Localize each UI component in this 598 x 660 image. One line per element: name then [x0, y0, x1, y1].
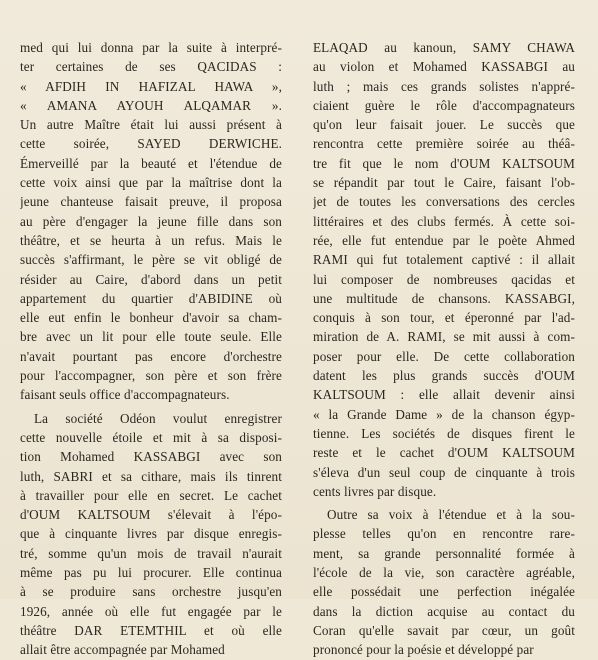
text-line: cents livres par disque.: [313, 483, 437, 499]
text-line: tre fit que le nom d'OUM KALTSOUM: [313, 155, 575, 171]
text-line: une multitude de chansons. KASSABGI,: [313, 290, 575, 306]
text-line: faisant seuls office d'accompagnateurs.: [20, 387, 230, 403]
text-line: n'avait pourtant pas encore d'orchestre: [20, 348, 282, 364]
text-line: reste et le cachet d'OUM KALTSOUM: [313, 445, 575, 461]
right-column-paragraph: [313, 505, 575, 659]
text-line: l'école de la vie, son caractère agréable,: [313, 565, 575, 581]
text-line: elle eut enfin le bonheur d'avoir sa cham-: [20, 310, 282, 326]
right-column: [313, 38, 575, 660]
text-line: tienne. Les sociétés de disques firent le: [313, 425, 575, 441]
text-line: pour l'accompagner, son père et son frère: [20, 368, 282, 384]
text-line: « AMANA AYOUH ALQAMAR ».: [20, 97, 282, 113]
text-line: prononcé pour la poésie et développé par: [313, 642, 534, 658]
text-line: ter certaines de ses QACIDAS :: [20, 59, 282, 75]
text-line: théâtre DAR ETEMTHIL et où elle: [20, 622, 282, 638]
text-line: luth ; mais ces grands solistes n'appré-: [313, 78, 575, 94]
text-line: datent les plus grands succès d'OUM: [313, 368, 575, 384]
text-line: à se produire sans orchestre jusqu'en: [20, 584, 282, 600]
text-line: Un autre Maître était lui aussi présent à: [20, 117, 282, 133]
text-line: tré, somme qu'un mois de travail n'aurait: [20, 545, 282, 561]
text-line: « AFDIH IN HAFIZAL HAWA »,: [20, 78, 282, 94]
text-line: s'éleva d'un seul coup de cinquante à trois: [313, 464, 575, 480]
text-line: ment, sa grande personnalité formée à: [313, 545, 575, 561]
text-line: RAMI qui fut totalement captivé : il allait: [313, 252, 575, 268]
text-line: théâtre, et se heurta à un refus. Mais le: [20, 232, 282, 248]
left-column: [20, 38, 282, 660]
left-column-paragraph: [20, 409, 282, 660]
text-line: même pas pu lui procurer. Elle continua: [20, 565, 282, 581]
text-line: cette voix ainsi que par la maîtrise dont la: [20, 175, 282, 191]
text-line: appartement du quartier d'ABIDINE où: [20, 290, 282, 306]
text-line: que à cinquante livres par disque enregis-: [20, 526, 282, 542]
text-line: résider au Caire, d'abord dans un petit: [20, 271, 282, 287]
text-line: allait être accompagnée par Mohamed: [20, 642, 225, 658]
text-line: se répandit par tout le Caire, faisant l'ob-: [313, 175, 575, 191]
text-line: KALTSOUM : elle allait devenir ainsi: [313, 387, 575, 403]
text-line: littéraires et des clubs fermés. À cette soi-: [313, 213, 575, 229]
text-line: 1926, année où elle fut engagée par le: [20, 603, 282, 619]
text-line: à travailler pour elle en secret. Le cachet: [20, 487, 282, 503]
text-line: cette nouvelle étoile et mit à sa disposi-: [20, 429, 282, 445]
text-line: « la Grande Dame » de la chanson égyp-: [313, 406, 575, 422]
text-line: tion Mohamed KASSABGI avec son: [20, 449, 282, 465]
text-line: elle possédait une perfection inégalée: [313, 584, 575, 600]
text-line: au violon et Mohamed KASSABGI au: [313, 59, 575, 75]
text-line: conquis à son tour, et éperonné par l'ad-: [313, 310, 575, 326]
text-line: Émerveillé par la beauté et l'étendue de: [20, 155, 282, 171]
text-line: plesse telles qu'on en rencontre rare-: [313, 526, 575, 542]
text-line: jeune chanteuse faisait preuve, il proposa: [20, 194, 282, 210]
text-line: poser pour elle. De cette collaboration: [313, 348, 575, 364]
text-line: cette soirée, SAYED DERWICHE.: [20, 136, 282, 152]
text-line: Coran qu'elle savait par cœur, un goût: [313, 622, 575, 638]
text-line: luth, SABRI et sa cithare, mais ils tinrent: [20, 468, 282, 484]
text-line: qu'on leur faisait jouer. Le succès que: [313, 117, 575, 133]
text-line: miration de A. RAMI, se mit aussi à com-: [313, 329, 575, 345]
text-line: lui composer de nombreuses qacidas et: [313, 271, 575, 287]
text-line: succès s'affirmant, le père se vit obligé de: [20, 252, 282, 268]
left-column-paragraph: [20, 38, 282, 405]
text-line: med qui lui donna par la suite à interpré-: [20, 40, 282, 55]
text-line: d'OUM KALTSOUM s'élevait à l'épo-: [20, 507, 282, 523]
text-line: ELAQAD au kanoun, SAMY CHAWA: [313, 40, 575, 55]
text-line: dans la diction acquise au contact du: [313, 603, 575, 619]
text-line: ciaient guère le rôle d'accompagnateurs: [313, 97, 575, 113]
text-line: La société Odéon voulut enregistrer: [34, 410, 282, 426]
text-line: rencontra cette première soirée au théâ-: [313, 136, 575, 152]
right-column-paragraph: [313, 38, 575, 501]
text-line: jet de toutes les conversations des cercles: [313, 194, 575, 210]
text-line: au père d'engager la jeune fille dans son: [20, 213, 282, 229]
text-line: bre avec un lit pour elle toute seule. Elle: [20, 329, 282, 345]
text-line: rée, elle fut entendue par le poète Ahmed: [313, 232, 575, 248]
text-line: Outre sa voix à l'étendue et à la sou-: [327, 507, 575, 523]
